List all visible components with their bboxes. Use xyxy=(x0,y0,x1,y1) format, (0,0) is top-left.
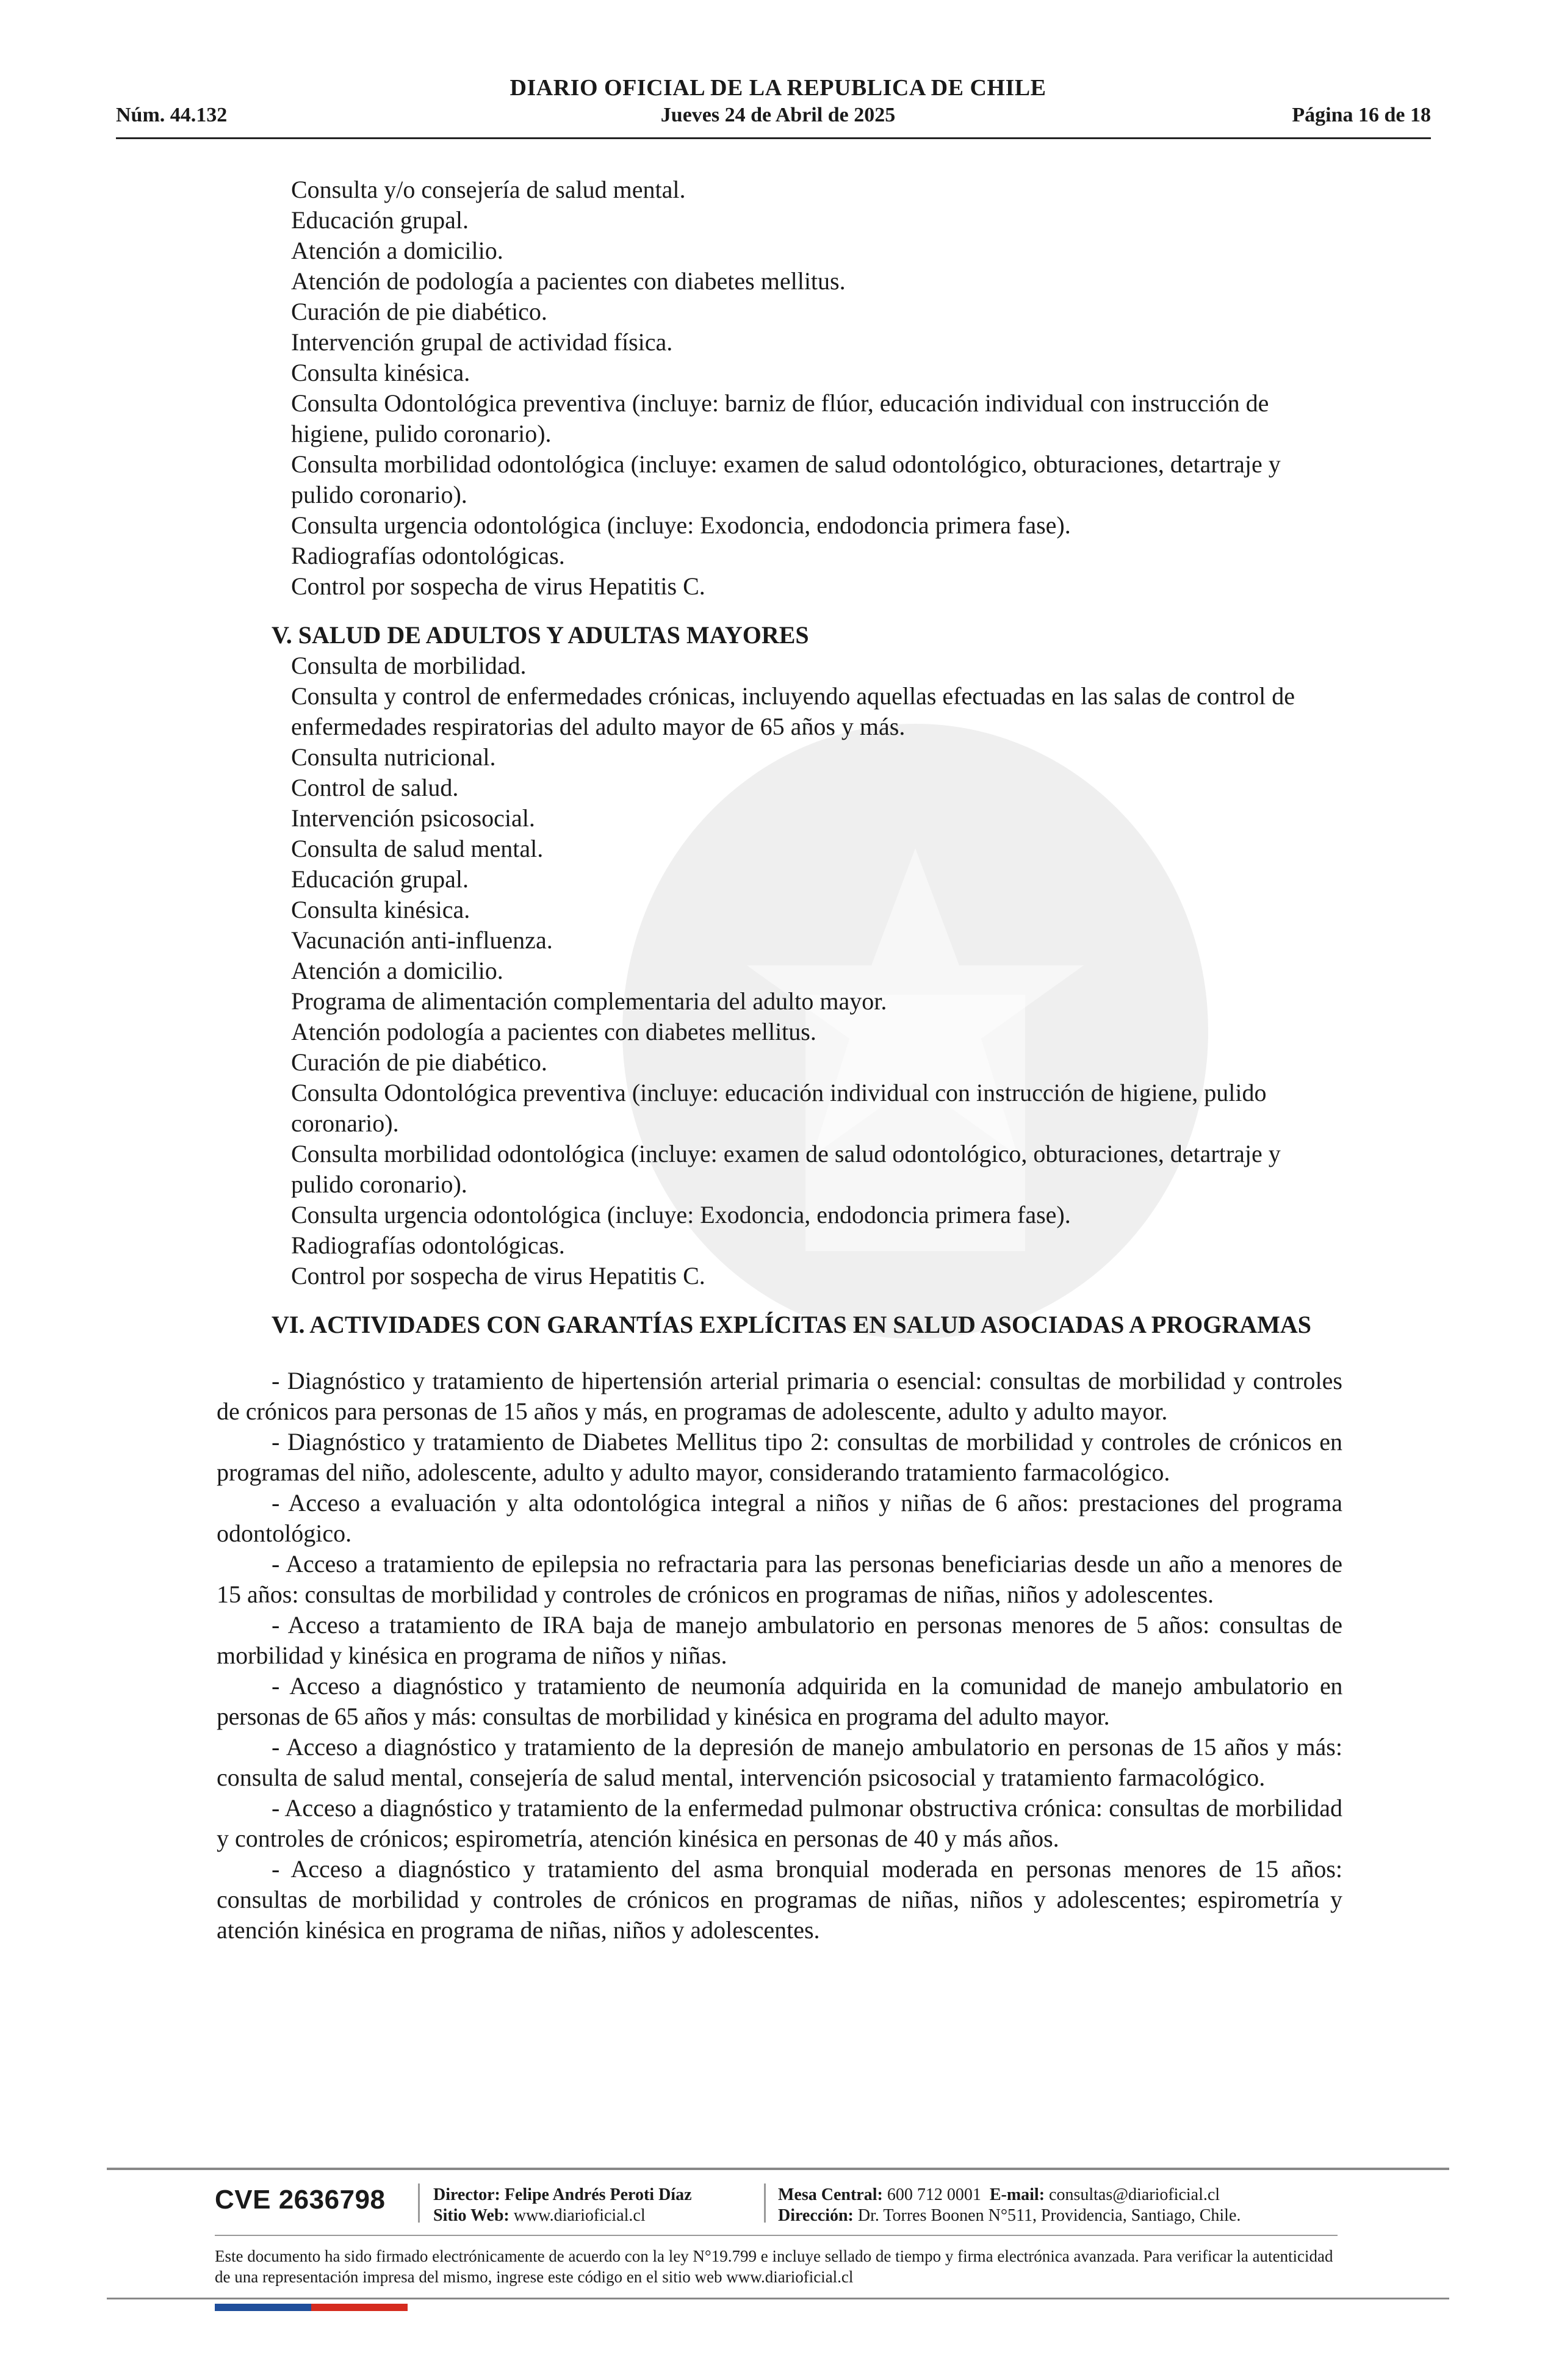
list-item: Consulta kinésica. xyxy=(291,359,470,386)
guarantee-paragraph: - Acceso a evaluación y alta odontológica integral a niños y niñas de 6 años: prestaciones del programa odontológico. xyxy=(217,1489,1342,1547)
phone-value: 600 712 0001 xyxy=(887,2185,981,2204)
list-item: Consulta urgencia odontológica (incluye: Exodoncia, endodoncia primera fase). xyxy=(291,1201,1071,1228)
cve-code: CVE 2636798 xyxy=(215,2185,386,2215)
previous-section-list xyxy=(217,175,1342,602)
footer-divider-top xyxy=(107,2168,1449,2170)
list-item: Vacunación anti-influenza. xyxy=(291,926,553,954)
flag-stripe-blue xyxy=(215,2304,311,2311)
publication-title: DIARIO OFICIAL DE LA REPUBLICA DE CHILE xyxy=(510,75,1046,101)
director-name: Felipe Andrés Peroti Díaz xyxy=(504,2185,692,2204)
list-item: Atención a domicilio. xyxy=(291,957,503,984)
list-item: Consulta morbilidad odontológica (incluye: examen de salud odontológico, obturaciones, detartraje y pulido coronario). xyxy=(291,1140,1281,1198)
list-item: Consulta y control de enfermedades crónicas, incluyendo aquellas efectuadas en las salas de control de enfermedades respiratorias del adulto mayor de 65 años y más. xyxy=(291,682,1295,740)
list-item: Consulta morbilidad odontológica (incluye: examen de salud odontológico, obturaciones, detartraje y pulido coronario). xyxy=(291,450,1281,508)
list-item: Consulta de morbilidad. xyxy=(291,652,527,679)
guarantee-paragraph: - Acceso a tratamiento de epilepsia no refractaria para las personas beneficiarias desde un año a menores de 15 años: consultas de morbilidad y controles de crónicos en programas de niñas, niños y adolescentes. xyxy=(217,1550,1342,1608)
list-item: Consulta Odontológica preventiva (incluye: educación individual con instrucción de higiene, pulido coronario). xyxy=(291,1079,1267,1137)
flag-stripe-red xyxy=(311,2304,408,2311)
page-number: Página 16 de 18 xyxy=(1292,104,1431,126)
email-link[interactable]: consultas@diarioficial.cl xyxy=(1049,2185,1220,2204)
list-item: Consulta y/o consejería de salud mental. xyxy=(291,176,686,203)
footer-divider-bottom xyxy=(107,2298,1449,2299)
list-item: Curación de pie diabético. xyxy=(291,298,547,325)
director-info xyxy=(433,2185,692,2226)
director-label: Director: xyxy=(433,2185,500,2204)
guarantee-paragraph: - Acceso a tratamiento de IRA baja de manejo ambulatorio en personas menores de 5 años: consultas de morbilidad y kinésica en programa de niños y niñas. xyxy=(217,1611,1342,1669)
website-label: Sitio Web: xyxy=(433,2206,510,2225)
guarantee-paragraph: - Acceso a diagnóstico y tratamiento de neumonía adquirida en la comunidad de manejo ambulatorio en personas de 65 años y más: consultas de morbilidad y kinésica en programa del adulto mayor. xyxy=(217,1672,1342,1730)
list-item: Intervención psicosocial. xyxy=(291,804,535,832)
list-item: Control por sospecha de virus Hepatitis C. xyxy=(291,1262,705,1289)
phone-label: Mesa Central: xyxy=(778,2185,883,2204)
list-item: Educación grupal. xyxy=(291,865,469,893)
section-vi-paragraphs xyxy=(217,1366,1342,1945)
list-item: Programa de alimentación complementaria del adulto mayor. xyxy=(291,987,887,1015)
footer-divider-middle xyxy=(215,2235,1338,2236)
list-item: Consulta nutricional. xyxy=(291,743,496,771)
signature-notice: Este documento ha sido firmado electrónicamente de acuerdo con la ley N°19.799 e incluye sellado de tiempo y firma electrónica avanzada. Para verificar la autenticidad de una representación impresa del mismo, ingrese este código en el sitio web www.diarioficial.cl xyxy=(215,2247,1333,2286)
list-item: Atención de podología a pacientes con diabetes mellitus. xyxy=(291,267,846,295)
guarantee-paragraph: - Acceso a diagnóstico y tratamiento de la enfermedad pulmonar obstructiva crónica: consultas de morbilidad y controles de crónicos; espirometría, atención kinésica en personas de 40 y más años. xyxy=(217,1794,1342,1852)
list-item: Radiografías odontológicas. xyxy=(291,542,565,569)
list-item: Atención podología a pacientes con diabetes mellitus. xyxy=(291,1018,816,1045)
list-item: Intervención grupal de actividad física. xyxy=(291,328,673,356)
guarantee-paragraph: - Diagnóstico y tratamiento de Diabetes Mellitus tipo 2: consultas de morbilidad y controles de crónicos en programas del niño, adolescente, adulto y adulto mayor, considerando tratamiento farmacológico. xyxy=(217,1428,1342,1486)
list-item: Atención a domicilio. xyxy=(291,237,503,264)
document-body xyxy=(217,175,1342,1945)
publication-date: Jueves 24 de Abril de 2025 xyxy=(660,104,896,126)
list-item: Consulta urgencia odontológica (incluye: Exodoncia, endodoncia primera fase). xyxy=(291,511,1071,539)
footer-separator xyxy=(418,2183,420,2223)
list-item: Curación de pie diabético. xyxy=(291,1048,547,1076)
list-item: Radiografías odontológicas. xyxy=(291,1231,565,1259)
issue-number: Núm. 44.132 xyxy=(116,104,228,126)
guarantee-paragraph: - Diagnóstico y tratamiento de hipertensión arterial primaria o esencial: consultas de morbilidad y controles de crónicos para personas de 15 años y más, en programas de adolescente, adulto y adulto mayor. xyxy=(217,1367,1342,1425)
contact-info xyxy=(778,2185,1241,2226)
section-v-heading: V. SALUD DE ADULTOS Y ADULTAS MAYORES xyxy=(272,621,809,649)
website-link[interactable]: www.diarioficial.cl xyxy=(513,2206,646,2225)
guarantee-paragraph: - Acceso a diagnóstico y tratamiento del asma bronquial moderada en personas menores de 15 años: consultas de morbilidad y controles de crónicos en programas de niñas, niños y adolescentes; espirometría y atención kinésica en programa de niñas, niños y adolescentes. xyxy=(217,1855,1342,1944)
list-item: Control de salud. xyxy=(291,774,459,801)
list-item: Consulta Odontológica preventiva (incluye: barniz de flúor, educación individual con instrucción de higiene, pulido coronario). xyxy=(291,389,1269,447)
list-item: Consulta kinésica. xyxy=(291,896,470,923)
list-item: Consulta de salud mental. xyxy=(291,835,544,862)
address-label: Dirección: xyxy=(778,2206,854,2225)
list-item: Educación grupal. xyxy=(291,206,469,234)
footer-separator xyxy=(764,2183,766,2223)
header-divider xyxy=(116,137,1431,139)
email-label: E-mail: xyxy=(989,2185,1045,2204)
address-value: Dr. Torres Boonen N°511, Providencia, Santiago, Chile. xyxy=(857,2206,1241,2225)
guarantee-paragraph: - Acceso a diagnóstico y tratamiento de la depresión de manejo ambulatorio en personas de 15 años y más: consulta de salud mental, consejería de salud mental, intervención psicosocial y tratamiento farmacológico. xyxy=(217,1733,1342,1791)
list-item: Control por sospecha de virus Hepatitis C. xyxy=(291,572,705,600)
section-v-list xyxy=(217,651,1342,1291)
section-vi-heading: VI. ACTIVIDADES CON GARANTÍAS EXPLÍCITAS EN SALUD ASOCIADAS A PROGRAMAS xyxy=(272,1311,1312,1338)
